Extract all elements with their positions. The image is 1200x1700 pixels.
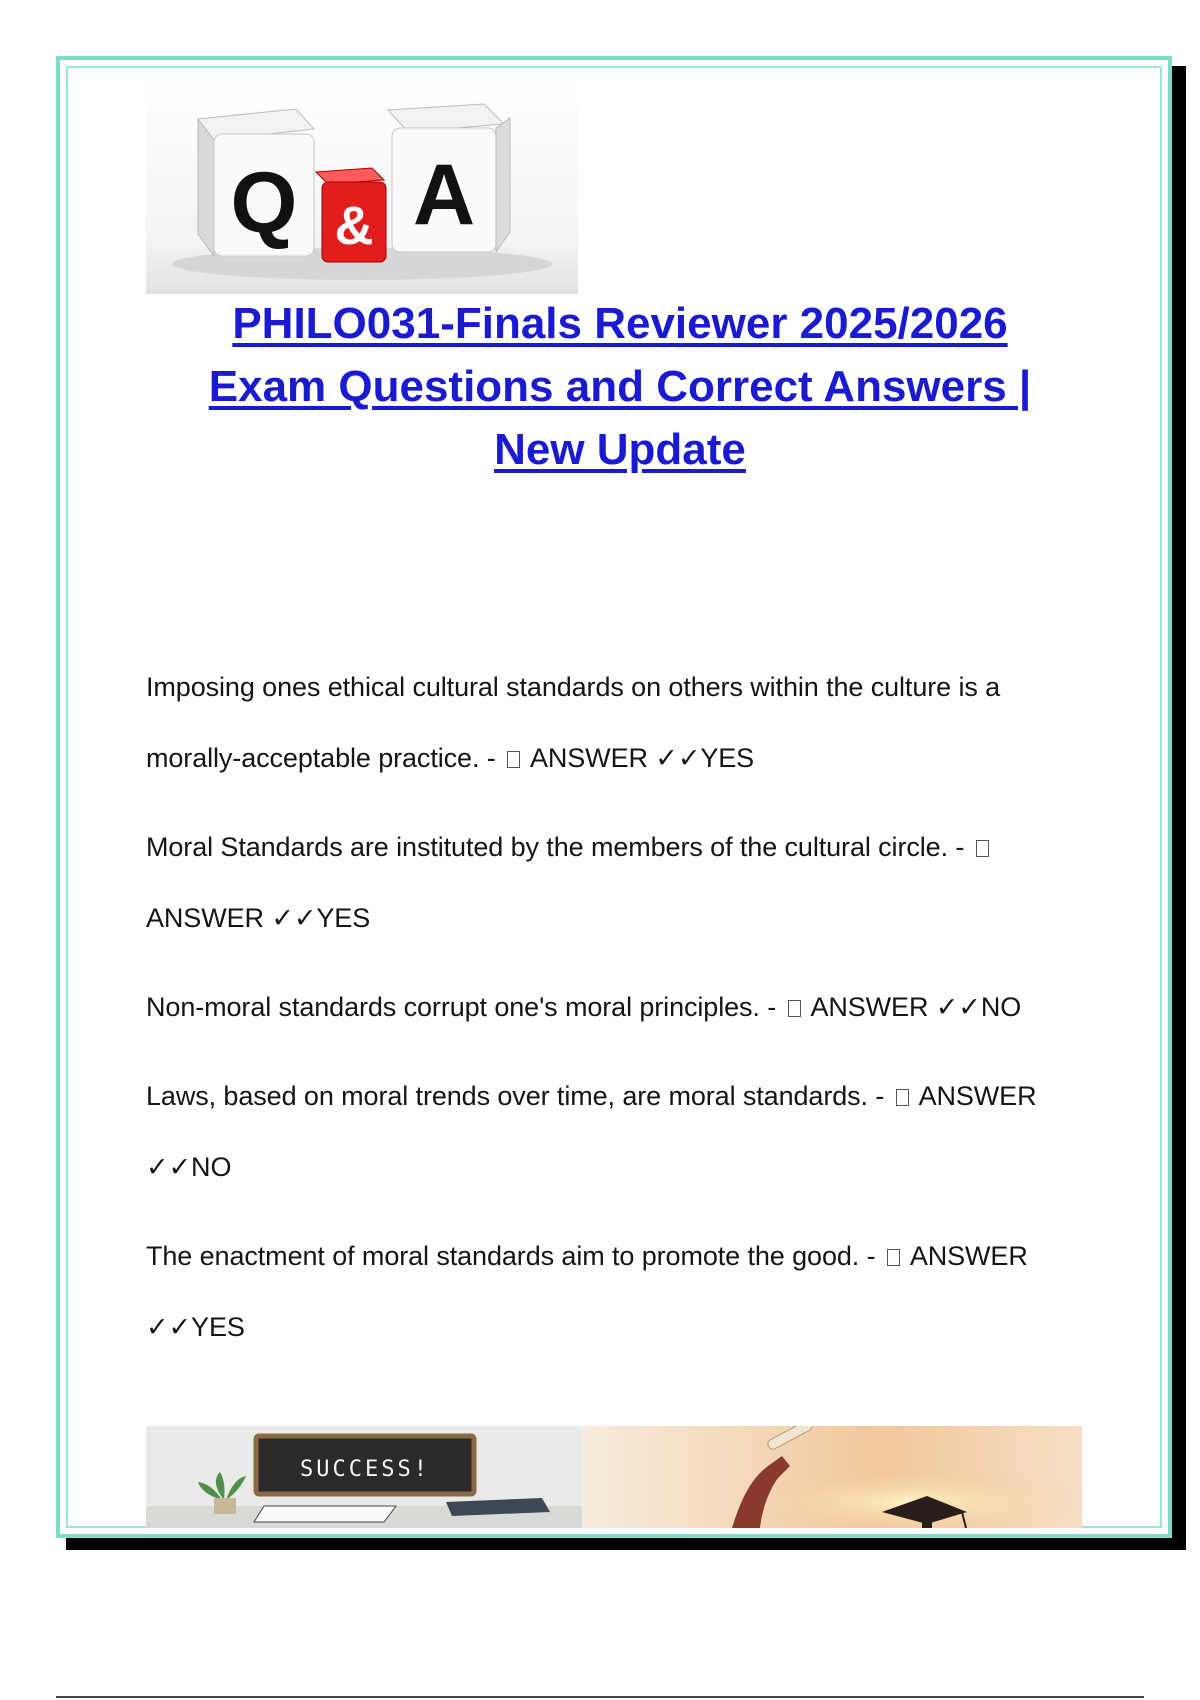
question-text: Imposing ones ethical cultural standards on others within the culture is a morally-acceptable practice. xyxy=(146,672,1001,773)
missing-glyph-icon xyxy=(976,840,989,857)
dice-letter-a: A xyxy=(412,147,476,243)
question-text: Moral Standards are instituted by the members of the cultural circle. xyxy=(146,832,948,862)
check-marks: ✓✓ xyxy=(655,743,701,773)
check-marks: ✓✓ xyxy=(935,992,981,1022)
qa-item xyxy=(146,652,1086,794)
chalkboard-text: SUCCESS! xyxy=(300,1457,430,1482)
answer-label: ANSWER xyxy=(529,743,648,773)
qa-item xyxy=(146,1061,1086,1203)
missing-glyph-icon xyxy=(507,751,520,768)
missing-glyph-icon xyxy=(788,1000,801,1017)
answer-label: ANSWER xyxy=(909,1241,1028,1271)
check-marks: ✓✓ xyxy=(146,1312,192,1342)
qa-item xyxy=(146,972,1086,1043)
check-marks: ✓✓ xyxy=(146,1152,192,1182)
title-line-3: New Update xyxy=(494,425,746,474)
question-text: Non-moral standards corrupt one's moral principles. xyxy=(146,992,760,1022)
separator: - xyxy=(479,743,504,773)
title-line-2: Exam Questions and Correct Answers | xyxy=(208,362,1032,411)
answer-value: YES xyxy=(700,743,755,773)
separator: - xyxy=(859,1241,883,1271)
answer-value: YES xyxy=(191,1312,245,1342)
answer-label: ANSWER xyxy=(918,1081,1037,1111)
graduate-cap-sunset-icon xyxy=(582,1426,1082,1528)
separator: - xyxy=(759,992,784,1022)
success-chalkboard-icon xyxy=(146,1426,582,1528)
document-title xyxy=(146,292,1094,481)
question-text: Laws, based on moral trends over time, are moral standards. xyxy=(146,1081,868,1111)
answer-value: NO xyxy=(191,1152,232,1182)
q-and-a-dice-icon xyxy=(146,74,578,294)
missing-glyph-icon xyxy=(887,1249,900,1266)
answer-value: YES xyxy=(316,903,371,933)
question-text: The enactment of moral standards aim to promote the good. xyxy=(146,1241,860,1271)
answer-label: ANSWER xyxy=(146,903,264,933)
dice-letter-ampersand: & xyxy=(334,196,374,256)
dice-letter-q: Q xyxy=(230,155,298,251)
qa-list xyxy=(146,652,1086,1381)
title-line-1: PHILO031-Finals Reviewer 2025/2026 xyxy=(232,299,1008,348)
qa-item xyxy=(146,1221,1086,1363)
separator: - xyxy=(867,1081,892,1111)
answer-label: ANSWER xyxy=(810,992,929,1022)
separator: - xyxy=(947,832,972,862)
qa-item xyxy=(146,812,1086,954)
answer-value: NO xyxy=(980,992,1022,1022)
missing-glyph-icon xyxy=(896,1089,909,1106)
footer-divider xyxy=(56,1696,1144,1698)
check-marks: ✓✓ xyxy=(271,903,317,933)
